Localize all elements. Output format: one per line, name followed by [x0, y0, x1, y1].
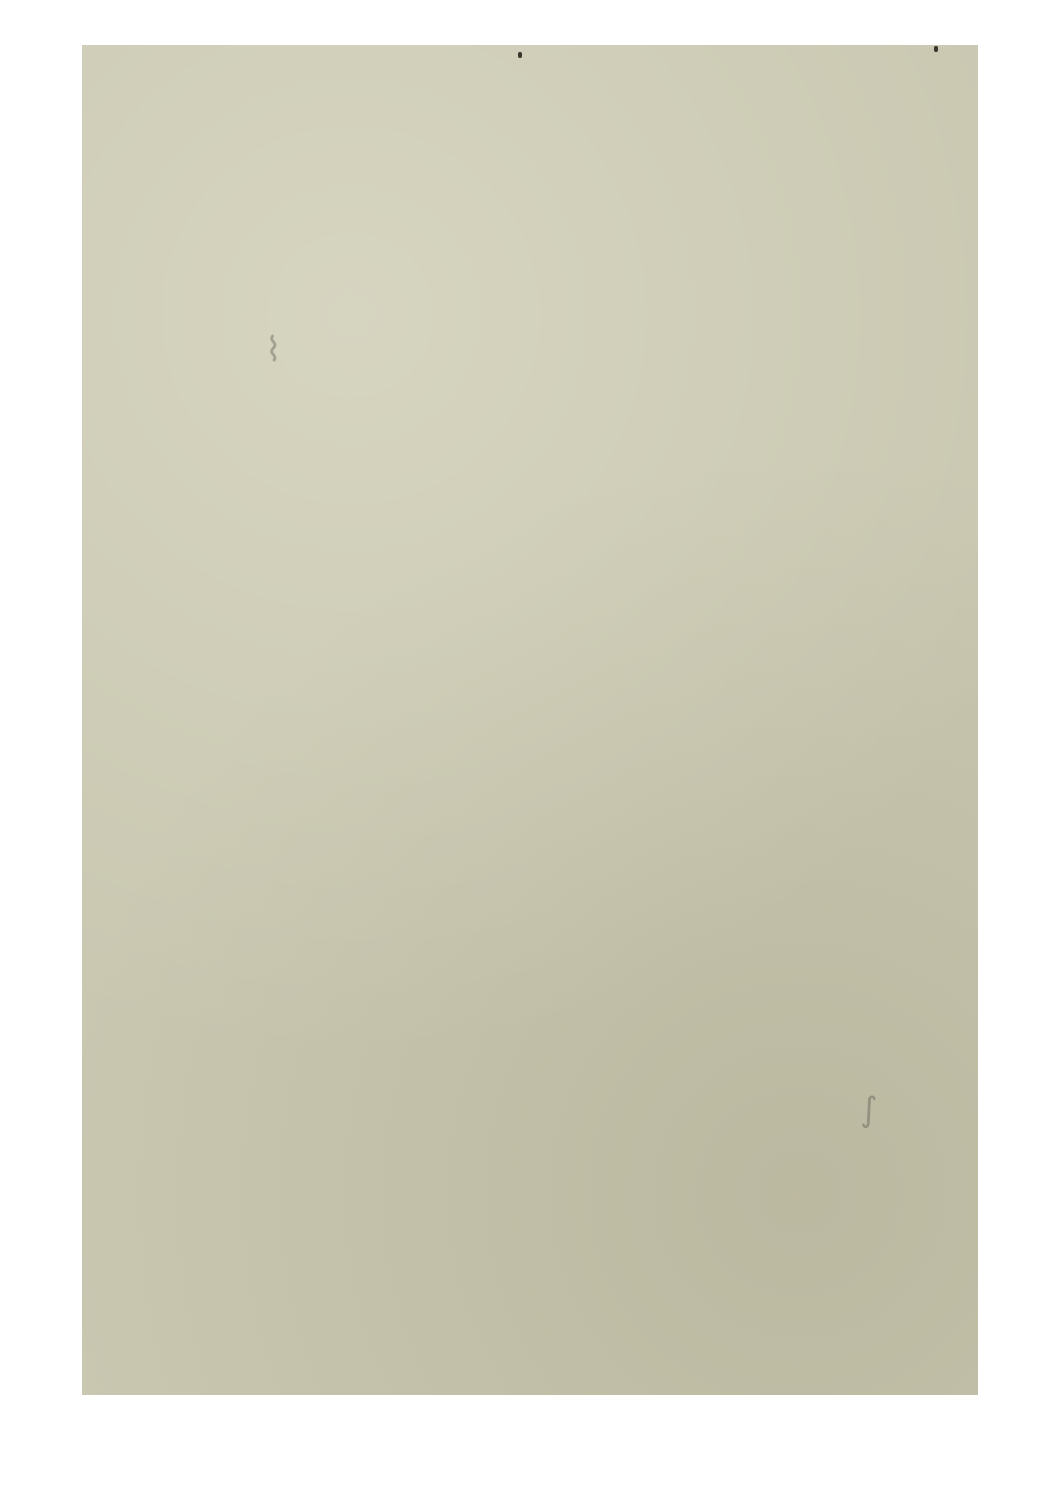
- library-stamp: ∫: [860, 1090, 878, 1130]
- book-page: [82, 45, 978, 1395]
- ink-speck: [934, 46, 938, 52]
- library-stamp: ⌇: [265, 330, 282, 370]
- ink-speck: [518, 52, 522, 58]
